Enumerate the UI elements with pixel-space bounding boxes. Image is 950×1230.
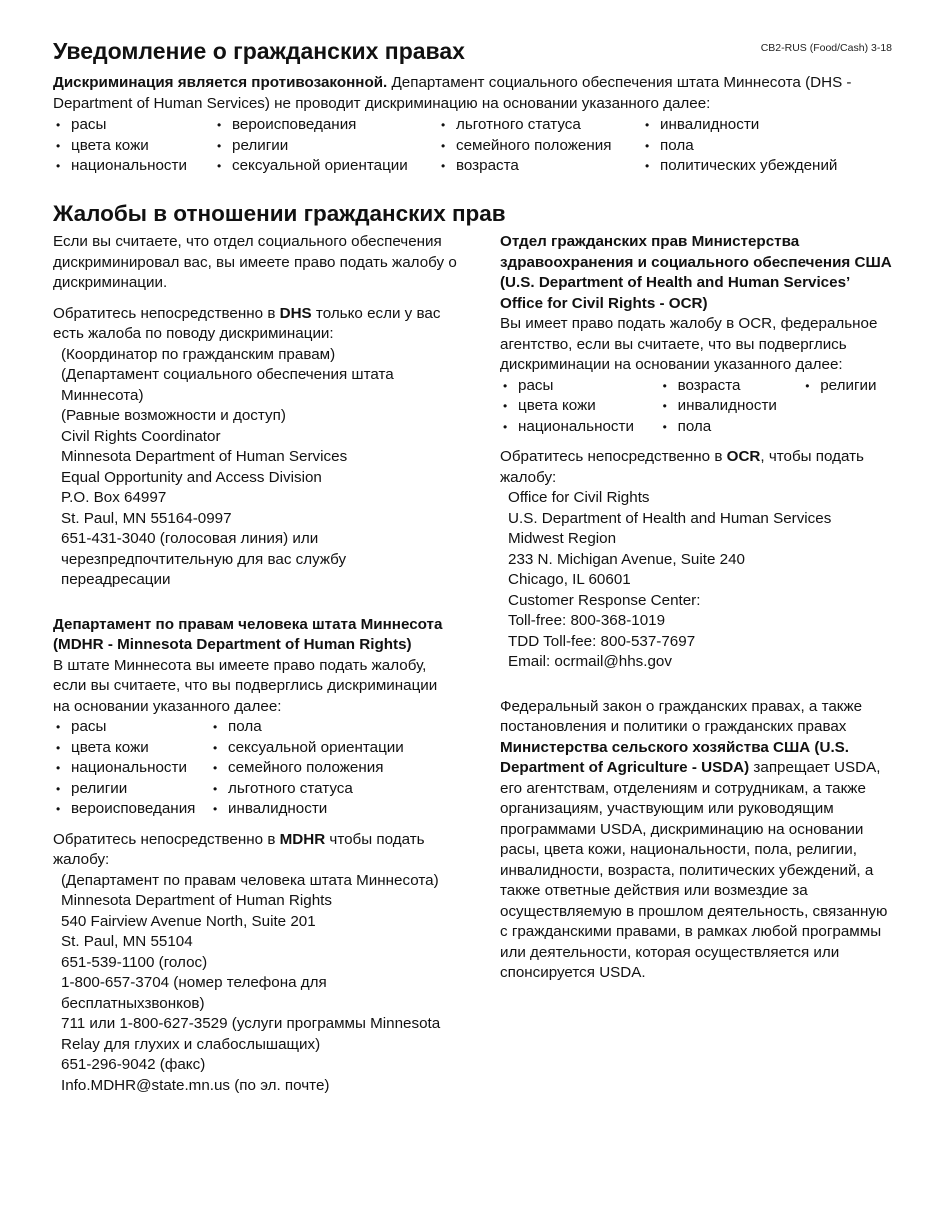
address-line: (Департамент социального обеспечения штата Миннесота) xyxy=(61,366,394,404)
mdhr-contact-text: Обратитесь непосредственно в MDHR чтобы подать жалобу: xyxy=(53,830,425,868)
address-line: Toll-free: 800-368-1019 xyxy=(508,612,666,629)
address-line: Midwest Region xyxy=(508,530,617,547)
list-item: • политических убеждений xyxy=(645,156,885,177)
list-item: • религии xyxy=(56,779,213,800)
mdhr-heading: Департамент по правам человека штата Миннесота (MDHR - Minnesota Department of Human Rights) xyxy=(53,615,443,653)
list-item: • религии xyxy=(217,136,441,157)
list-item: • расы xyxy=(503,376,663,397)
list-item: • инвалидности xyxy=(645,115,885,136)
list-item: • расы xyxy=(56,717,213,738)
list-item: • инвалидности xyxy=(663,396,806,417)
notice-text: Департамент социального обеспечения штата Миннесота (DHS - Department of Human Services) не проводит дискриминацию на основании указанного далее: xyxy=(53,74,852,112)
list-item: • возраста xyxy=(441,156,645,177)
list-item: • национальности xyxy=(56,758,213,779)
form-code: CB2-RUS (Food/Cash) 3-18 xyxy=(760,42,892,54)
address-line: (Равные возможности и доступ) xyxy=(61,407,286,424)
list-item: • льготного статуса xyxy=(213,779,423,800)
mdhr-bullet-column xyxy=(56,717,213,820)
list-item: • цвета кожи xyxy=(56,136,217,157)
list-item: • возраста xyxy=(663,376,806,397)
address-line: (Координатор по гражданским правам) xyxy=(61,345,336,363)
list-item: • вероисповедания xyxy=(56,799,213,820)
mdhr-text: В штате Миннесота вы имеете право подать жалобу, если вы считаете, что вы подверглись дискриминации на основании указанного далее: xyxy=(53,656,438,715)
list-item: • семейного положения xyxy=(441,136,645,157)
address-line: 651-539-1100 (голос) xyxy=(61,953,208,971)
left-column xyxy=(53,232,458,1096)
address-line: Equal Opportunity and Access Division xyxy=(61,468,322,486)
address-line: 540 Fairview Avenue North, Suite 201 xyxy=(61,912,316,930)
address-line: 651-296-9042 (факс) xyxy=(61,1056,206,1073)
usda-paragraph: Федеральный закон о гражданских правах, а также постановления и политики о гражданских правах Министерства сельского хозяйства США (U.S. Department of Agriculture - USDA) запрещает USDA, его агентствам, отделениям и сотрудникам, а также организациям, участвующим или руководящим программами USDA, дискриминацию на основании расы, цвета кожи, национальности, пола, религии, инвалидности, возраста, политических убеждений, а также ответные действия или возмездие за осуществляемую в прошлом деятельность, связанную с гражданскими правами, в рамках любой программы или деятельности, которая осуществляется или спонсируется USDA. xyxy=(500,697,888,981)
notice-lead: Дискриминация является противозаконной. xyxy=(53,74,388,91)
mdhr-address xyxy=(53,871,458,1097)
address-line: Minnesota Department of Human Rights xyxy=(61,892,332,909)
list-item: • сексуальной ориентации xyxy=(217,156,441,177)
mdhr-bullet-list xyxy=(53,717,458,820)
address-line: 711 или 1-800-627-3529 (услуги программы Minnesota Relay для глухих и слабослышащих) xyxy=(61,1015,441,1053)
address-line: 651-431-3040 (голосовая линия) или черезпредпочтительную для вас службу переадресации xyxy=(61,530,347,588)
list-item: • льготного статуса xyxy=(441,115,645,136)
address-line: Chicago, IL 60601 xyxy=(508,571,631,588)
address-line: P.O. Box 64997 xyxy=(61,489,167,506)
address-line: Office for Civil Rights xyxy=(508,489,650,506)
notice-bullet-column xyxy=(441,115,645,177)
ocr-text: Вы имеет право подать жалобу в OCR, федеральное агентство, если вы считаете, что вы подверглись дискриминации на основании указанного далее: xyxy=(500,315,878,373)
address-line: St. Paul, MN 55164-0997 xyxy=(61,509,232,527)
address-line: Minnesota Department of Human Services xyxy=(61,448,348,465)
complaints-title: Жалобы в отношении гражданских прав xyxy=(53,201,506,226)
list-item: • пола xyxy=(663,417,806,438)
ocr-bullet-column xyxy=(503,376,663,438)
ocr-contact-text: Обратитесь непосредственно в OCR, чтобы подать жалобу: xyxy=(500,448,864,486)
list-item: • пола xyxy=(645,136,885,157)
ocr-bullet-column xyxy=(805,376,895,438)
list-item: • цвета кожи xyxy=(56,738,213,759)
notice-bullet-column xyxy=(56,115,217,177)
email-line: Info.MDHR@state.mn.us (по эл. почте) xyxy=(61,1076,330,1094)
address-line: 1-800-657-3704 (номер телефона для бесплатныхзвонков) xyxy=(61,974,327,1012)
list-item: • сексуальной ориентации xyxy=(213,738,423,759)
notice-bullet-column xyxy=(645,115,885,177)
ocr-heading: Отдел гражданских прав Министерства здравоохранения и социального обеспечения США (U.S. Department of Health and Human Services’ Office for Civil Rights - OCR) xyxy=(500,233,892,312)
list-item: • пола xyxy=(213,717,423,738)
mdhr-bullet-column xyxy=(213,717,423,820)
right-column xyxy=(500,232,895,984)
address-line: 233 N. Michigan Avenue, Suite 240 xyxy=(508,550,745,568)
address-line: U.S. Department of Health and Human Services xyxy=(508,509,832,527)
ocr-bullet-list xyxy=(500,376,895,438)
notice-paragraph xyxy=(53,73,903,114)
list-item: • цвета кожи xyxy=(503,396,663,417)
complaints-intro: Если вы считаете, что отдел социального обеспечения дискриминировал вас, вы имеете право подать жалобу о дискриминации. xyxy=(53,233,457,291)
list-item: • национальности xyxy=(503,417,663,438)
list-item: • семейного положения xyxy=(213,758,423,779)
list-item: • национальности xyxy=(56,156,217,177)
list-item: • инвалидности xyxy=(213,799,423,820)
list-item: • религии xyxy=(805,376,895,397)
list-item: • расы xyxy=(56,115,217,136)
address-line: Customer Response Center: xyxy=(508,591,701,609)
notice-bullet-list xyxy=(56,115,916,177)
address-line: (Департамент по правам человека штата Миннесота) xyxy=(61,871,439,889)
ocr-address xyxy=(500,488,895,673)
address-line: St. Paul, MN 55104 xyxy=(61,933,193,950)
list-item: • вероисповедания xyxy=(217,115,441,136)
email-line: Email: ocrmail@hhs.gov xyxy=(508,653,672,670)
notice-title: Уведомление о гражданских правах xyxy=(53,38,465,64)
dhs-contact-text: Обратитесь непосредственно в DHS только если у вас есть жалоба по поводу дискриминации: xyxy=(53,304,441,342)
notice-bullet-column xyxy=(217,115,441,177)
address-line: TDD Toll-fee: 800-537-7697 xyxy=(508,632,696,650)
address-line: Civil Rights Coordinator xyxy=(61,427,221,445)
dhs-address xyxy=(53,345,458,591)
ocr-bullet-column xyxy=(663,376,806,438)
